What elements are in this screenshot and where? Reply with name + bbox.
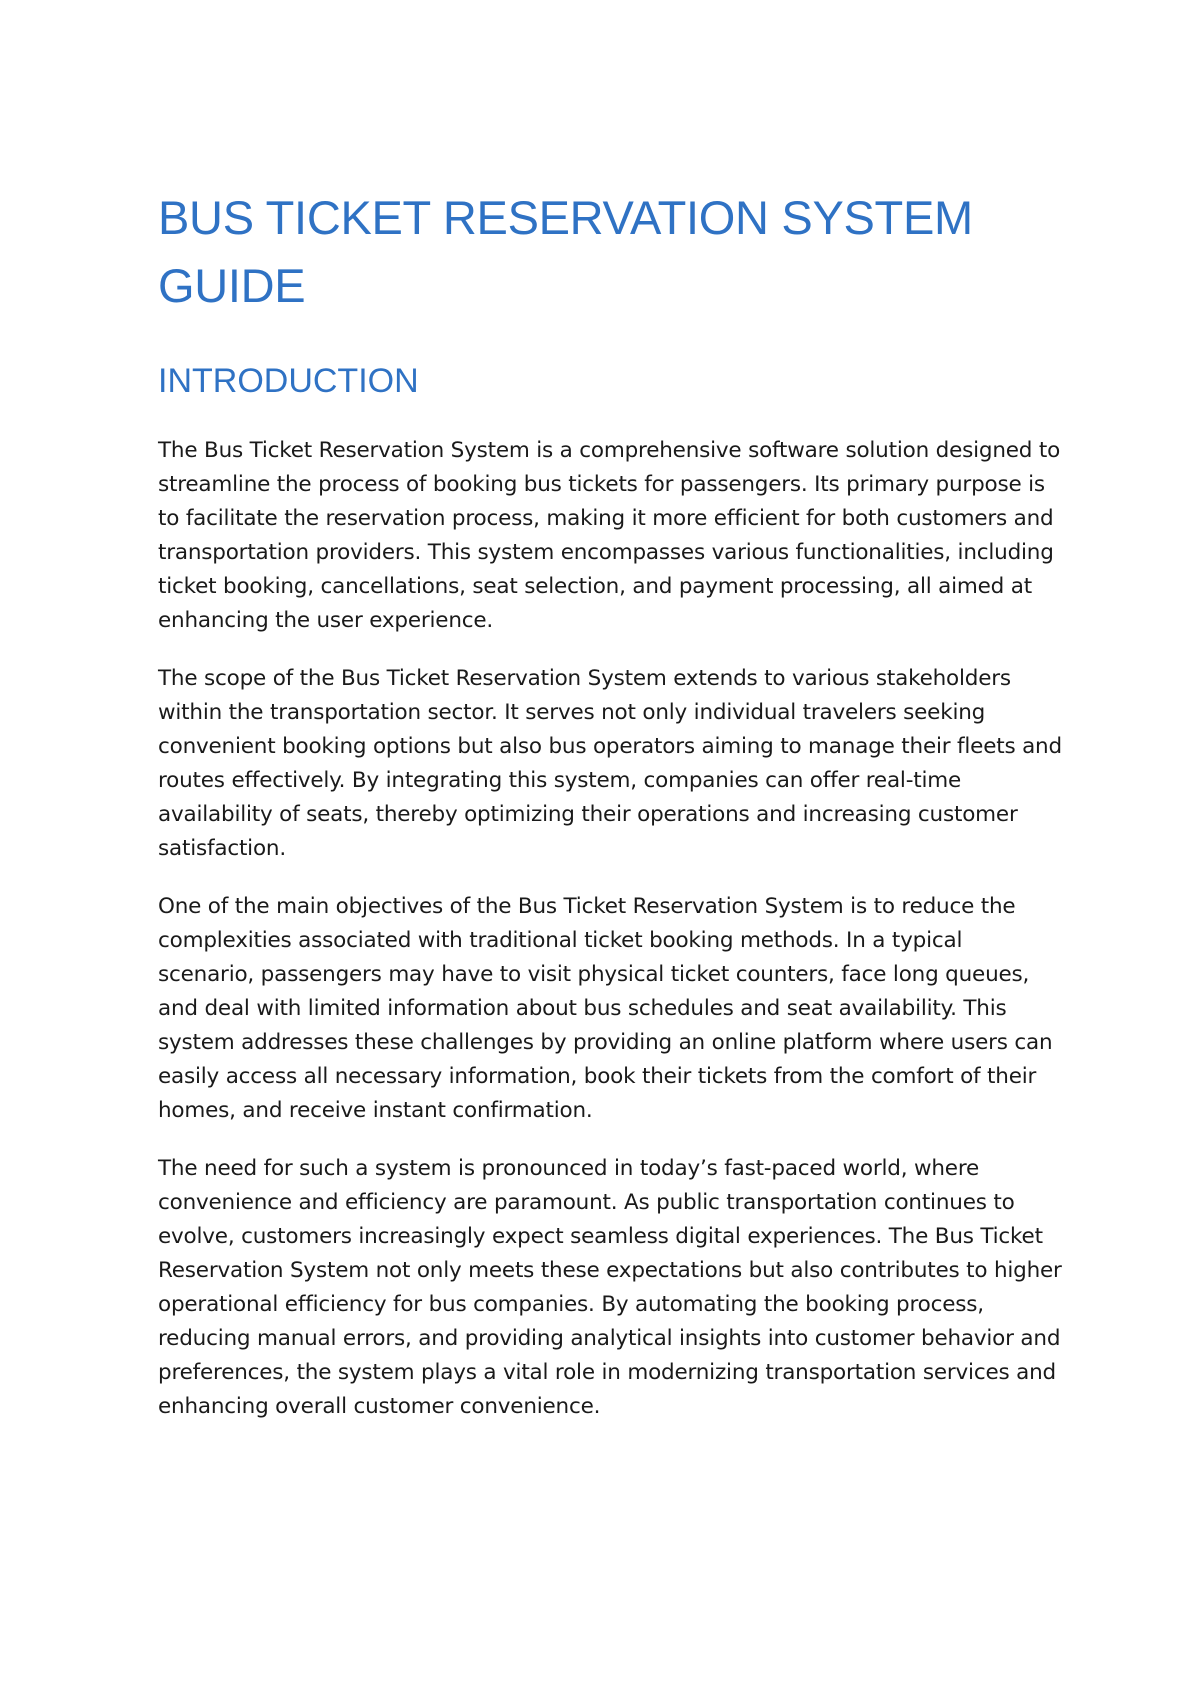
section-heading-introduction: INTRODUCTION bbox=[158, 362, 419, 400]
intro-paragraph-3: One of the main objectives of the Bus Ticket Reservation System is to reduce the complexities associated with traditional ticket booking methods. In a typical scenario, passengers may have to visit physical ticket counters, face long queues, and deal with limited information about bus schedules and seat availability. This system addresses these challenges by providing an online platform where users can easily access all necessary information, book their tickets from the comfort of their homes, and receive instant confirmation. bbox=[158, 894, 1053, 1123]
document-body bbox=[158, 184, 1063, 1424]
intro-paragraph-1: The Bus Ticket Reservation System is a comprehensive software solution designed to streamline the process of booking bus tickets for passengers. Its primary purpose is to facilitate the reservation process, making it more efficient for both customers and transportation providers. This system encompasses various functionalities, including ticket booking, cancellations, seat selection, and payment processing, all aimed at enhancing the user experience. bbox=[158, 438, 1061, 633]
intro-paragraph-4: The need for such a system is pronounced in today’s fast-paced world, where convenience and efficiency are paramount. As public transportation continues to evolve, customers increasingly expect seamless digital experiences. The Bus Ticket Reservation System not only meets these expectations but also contributes to higher operational efficiency for bus companies. By automating the booking process, reducing manual errors, and providing analytical insights into customer behavior and preferences, the system plays a vital role in modernizing transportation services and enhancing overall customer convenience. bbox=[158, 1156, 1062, 1419]
document-title: BUS TICKET RESERVATION SYSTEM GUIDE bbox=[158, 191, 973, 312]
intro-paragraph-2: The scope of the Bus Ticket Reservation System extends to various stakeholders within the transportation sector. It serves not only individual travelers seeking convenient booking options but also bus operators aiming to manage their fleets and routes effectively. By integrating this system, companies can offer real-time availability of seats, thereby optimizing their operations and increasing customer satisfaction. bbox=[158, 666, 1062, 861]
